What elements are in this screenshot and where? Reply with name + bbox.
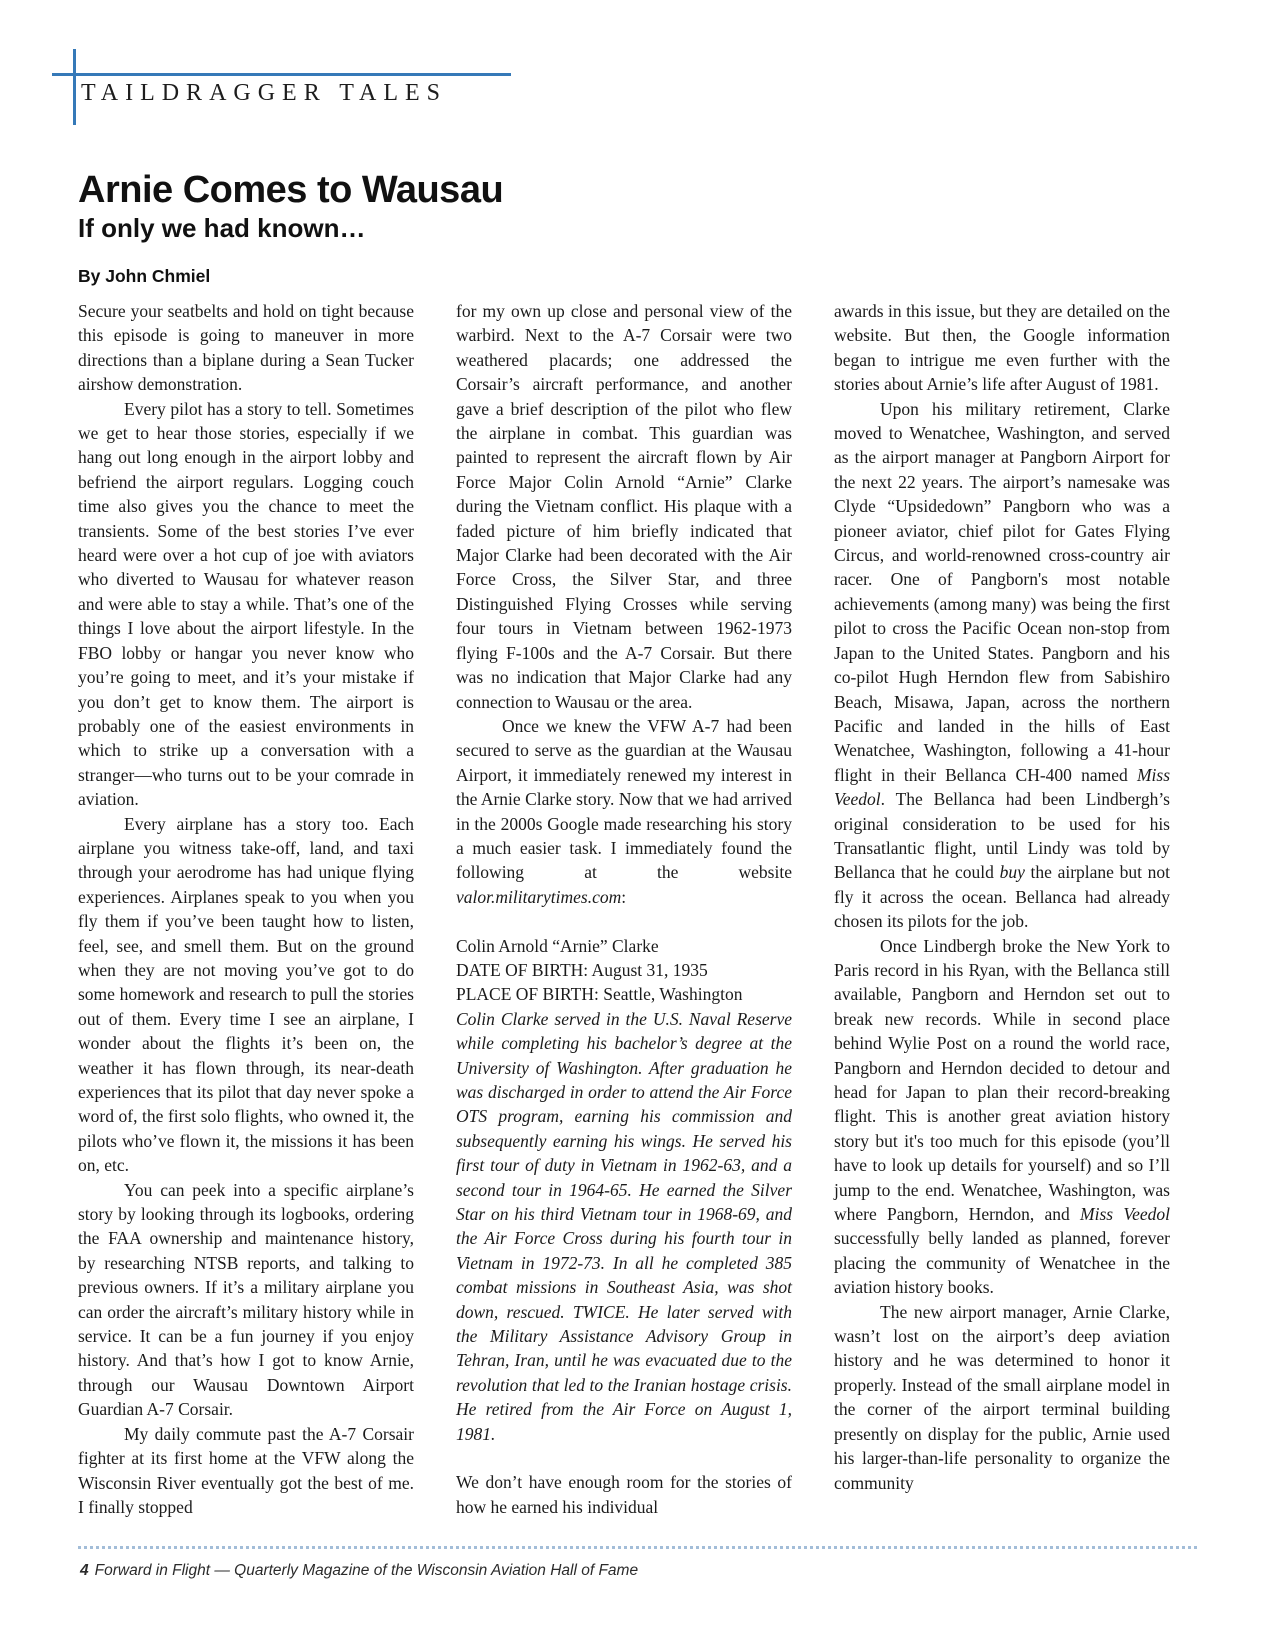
paragraph: Colin Clarke served in the U.S. Naval Reserve while completing his bachelor’s degree at the University of Washington. After graduation he was discharged in order to attend the Air Force OTS program, earning his commission and subsequently earning his wings. He served his first tour of duty in Vietnam in 1962-63, and a second tour in 1964-65. He earned the Silver Star on his third Vietnam tour in 1968-69, and the Air Force Cross during his fourth tour in Vietnam in 1972-73. In all he completed 385 combat missions in Southeast Asia, was shot down, rescued. TWICE. He later served with the Military Assistance Advisory Group in Tehran, Iran, until he was evacuated due to the revolution that led to the Iranian hostage crisis. He retired from the Air Force on August 1, 1981. xyxy=(456,1008,792,1444)
paragraph: PLACE OF BIRTH: Seattle, Washington xyxy=(456,984,743,1005)
column-2 xyxy=(456,299,792,1519)
article-subtitle: If only we had known… xyxy=(78,212,366,243)
paragraph: Once Lindbergh broke the New York to Paris record in his Ryan, with the Bellanca still available, Pangborn and Herndon set out to break new records. While in second place behind Wylie Post on a round the world race, Pangborn and Herndon decided to detour and head for Japan to plan their record-breaking flight. This is another great aviation history story but it's too much for this episode (you’ll have to look up details for yourself) and so I’ll jump to the end. Wenatchee, Washington, was where Pangborn, Herndon, and Miss Veedol successfully belly landed as planned, forever placing the community of Wenatchee in the aviation history books. xyxy=(834,935,1170,1298)
paragraph: awards in this issue, but they are detailed on the website. But then, the Google information began to intrigue me even further with the stories about Arnie’s life after August of 1981. xyxy=(834,301,1170,395)
paragraph: Colin Arnold “Arnie” Clarke xyxy=(456,935,659,956)
page-number: 4 xyxy=(80,1562,89,1579)
footer-dotted-rule xyxy=(78,1546,1197,1549)
paragraph: Once we knew the VFW A-7 had been secured to serve as the guardian at the Wausau Airport, it immediately renewed my interest in the Arnie Clarke story. Now that we had arrived in the 2000s Google made researching his story a much easier task. I immediately found the following at the website valor.militarytimes.com: xyxy=(456,715,792,907)
paragraph: The new airport manager, Arnie Clarke, wasn’t lost on the airport’s deep aviation history and he was determined to honor it properly. Instead of the small airplane model in the corner of the airport terminal building presently on display for the public, Arnie used his larger-than-life personality to organize the community xyxy=(834,1301,1170,1493)
article-body xyxy=(78,299,1170,1519)
column-3 xyxy=(834,299,1170,1519)
paragraph: Every pilot has a story to tell. Sometimes we get to hear those stories, especially if we hang out long enough in the airport lobby and befriend the airport regulars. Logging couch time also gives you the chance to meet the transients. Some of the best stories I’ve ever heard were over a hot cup of joe with aviators who diverted to Wausau for whatever reason and were able to stay a while. That’s one of the things I love about the airport lifestyle. In the FBO lobby or hangar you never know who you’re going to meet, and it’s your mistake if you don’t get to know them. The airport is probably one of the easiest environments in which to strike up a conversation with a stranger—who turns out to be your comrade in aviation. xyxy=(78,398,414,810)
paragraph: You can peek into a specific airplane’s story by looking through its logbooks, ordering the FAA ownership and maintenance history, by researching NTSB reports, and talking to previous owners. If it’s a military airplane you can order the aircraft’s military history while in service. It can be a fun journey if you enjoy history. And that’s how I got to know Arnie, through our Wausau Downtown Airport Guardian A-7 Corsair. xyxy=(78,1179,414,1420)
paragraph: Upon his military retirement, Clarke moved to Wenatchee, Washington, and served as the airport manager at Pangborn Airport for the next 22 years. The airport’s namesake was Clyde “Upsidedown” Pangborn who was a pioneer aviator, chief pilot for Gates Flying Circus, and world-renowned cross-country air racer. One of Pangborn's most notable achievements (among many) was being the first pilot to cross the Pacific Ocean non-stop from Japan to the United States. Pangborn and his co-pilot Hugh Herndon flew from Sabishiro Beach, Misawa, Japan, across the northern Pacific and landed in the hills of East Wenatchee, Washington, following a 41-hour flight in their Bellanca CH-400 named Miss Veedol. The Bellanca had been Lindbergh’s original consideration to be used for his Transatlantic flight, until Lindy was told by Bellanca that he could buy the airplane but not fly it across the ocean. Bellanca had already chosen its pilots for the job. xyxy=(834,398,1170,932)
paragraph: Secure your seatbelts and hold on tight because this episode is going to maneuver in more directions than a biplane during a Sean Tucker airshow demonstration. xyxy=(78,301,414,395)
masthead-horizontal-rule xyxy=(52,73,511,76)
paragraph: for my own up close and personal view of the warbird. Next to the A-7 Corsair were two weathered placards; one addressed the Corsair’s aircraft performance, and another gave a brief description of the pilot who flew the airplane in combat. This guardian was painted to represent the aircraft flown by Air Force Major Colin Arnold “Arnie” Clarke during the Vietnam conflict. His plaque with a faded picture of him briefly indicated that Major Clarke had been decorated with the Air Force Cross, the Silver Star, and three Distinguished Flying Crosses while serving four tours in Vietnam between 1962-1973 flying F-100s and the A-7 Corsair. But there was no indication that Major Clarke had any connection to Wausau or the area. xyxy=(456,301,792,712)
paragraph: We don’t have enough room for the stories of how he earned his individual xyxy=(456,1472,792,1517)
column-1 xyxy=(78,299,414,1519)
paragraph: Every airplane has a story too. Each airplane you witness take-off, land, and taxi through your aerodrome has had unique flying experiences. Airplanes speak to you when you fly them if you’ve been taught how to listen, feel, see, and smell them. But on the ground when they are not moving you’ve got to do some homework and research to pull the stories out of them. Every time I see an airplane, I wonder about the flights it’s been on, the weather it has flown through, its near-death experiences that its pilot that day never spoke a word of, the first solo flights, who owned it, the pilots who’ve flown it, the missions it has been on, etc. xyxy=(78,813,414,1176)
article-header xyxy=(78,170,503,287)
section-title: TAILDRAGGER TALES xyxy=(81,80,448,106)
paragraph: DATE OF BIRTH: August 31, 1935 xyxy=(456,959,708,980)
paragraph: My daily commute past the A-7 Corsair fighter at its first home at the VFW along the Wisconsin River eventually got the best of me. I finally stopped xyxy=(78,1423,414,1517)
footer xyxy=(80,1562,638,1580)
masthead-vertical-rule xyxy=(73,49,76,125)
byline: By John Chmiel xyxy=(78,266,211,287)
page-title: Arnie Comes to Wausau xyxy=(78,169,504,211)
magazine-title-line: Forward in Flight — Quarterly Magazine of the Wisconsin Aviation Hall of Fame xyxy=(94,1562,639,1579)
